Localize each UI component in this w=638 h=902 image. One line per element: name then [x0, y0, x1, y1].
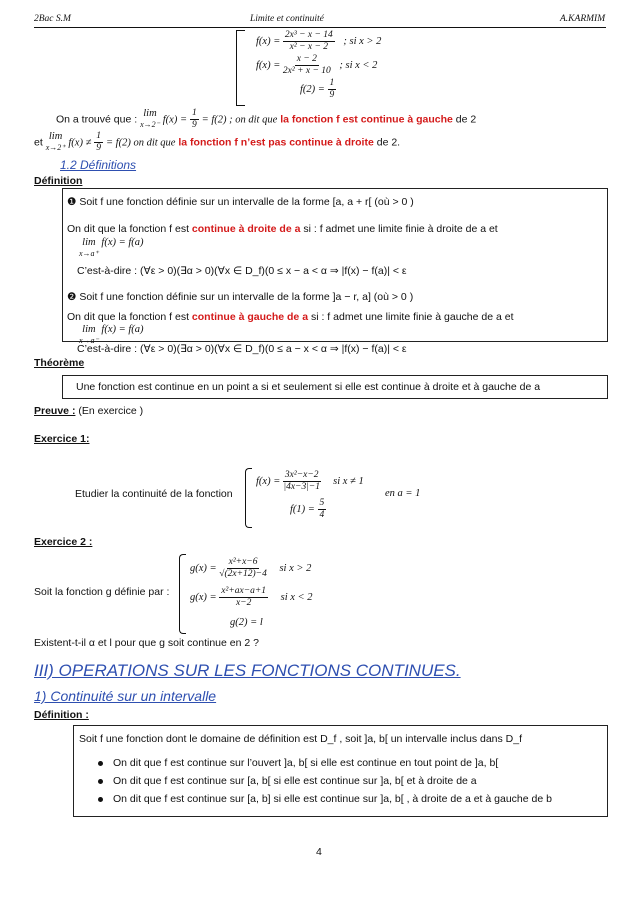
exercise-2-intro: Soit la fonction g définie par : — [34, 586, 170, 598]
def2-item-1: On dit que f est continue sur l’ouvert ]a, b[ si elle est continue en tout point de ]a, b[ — [98, 757, 498, 769]
exercise-2-line-1: g(x) = $\frac{\text{x²+x−6}}{√(2x+12)-4}$ si x > 2 — [190, 557, 312, 579]
def2-intro: Soit f une fonction dont le domaine de définition est D_f , soit ]a, b[ un intervalle inclus dans D_f — [79, 733, 523, 745]
def2-item-2: On dit que f est continue sur [a, b[ si elle est continue sur ]a, b[ et à droite de a — [98, 775, 477, 787]
theorem-text: Une fonction est continue en un point a si et seulement si elle est continue à droite et à gauche de a — [76, 381, 541, 393]
section-1-title: 1) Continuité sur un intervalle — [34, 688, 217, 704]
def-p5: ❷ Soit f une fonction définie sur un intervalle de la forme ]a − r, a] (où > 0 ) — [67, 291, 414, 303]
exercise-2-brace — [179, 554, 186, 634]
piecewise-brace — [236, 30, 245, 106]
page-number: 4 — [316, 846, 322, 858]
def-p2: On dit que la fonction f est continue à droite de a si : f admet une limite finie à droite de a et — [67, 223, 498, 235]
exercise-1-suffix: en a = 1 — [385, 488, 421, 499]
def-p4: C’est-à-dire : (∀ε > 0)(∃α > 0)(∀x ∈ D_f)(0 ≤ x − a < α ⇒ |f(x) − f(a)| < ε — [77, 265, 407, 277]
def-p8: C’est-à-dire : (∀ε > 0)(∃α > 0)(∀x ∈ D_f)(0 ≤ a − x < α ⇒ |f(x) − f(a)| < ε — [77, 343, 407, 355]
header-center: Limite et continuité — [250, 14, 324, 24]
header-rule — [34, 27, 606, 28]
def-p7: lim x→a⁻ f(x) = f(a) — [79, 324, 144, 345]
exercise-1-brace — [245, 468, 252, 528]
exercise-1-line-2: f(1) = $\frac{5}{4}$ — [290, 498, 325, 520]
def2-item-3: On dit que f est continue sur [a, b] si elle est continue sur ]a, b[ , à droite de a et à gauche de b — [98, 793, 552, 805]
definition-2-label: Définition : — [34, 709, 89, 721]
piecewise-line-2: f(x) = $\frac{x - 2}{\text{2x² + x − 10}}$ ; si x < 2 — [256, 54, 378, 76]
preuve-line: Preuve : (En exercice ) — [34, 405, 144, 417]
def-p3: lim x→a⁺ f(x) = f(a) — [79, 237, 144, 258]
header-left: 2Bac S.M — [34, 14, 71, 24]
piecewise-line-3: f(2) = $\frac{1}{9}$ — [300, 78, 335, 100]
exercise-1-intro: Etudier la continuité de la fonction — [75, 488, 233, 500]
def-p6: On dit que la fonction f est continue à gauche de a si : f admet une limite finie à gauche de a et — [67, 311, 514, 323]
piecewise-line-1: f(x) = $\frac{\text{2x³ − x − 14}}{\text{x² − x − 2}}$ ; si x > 2 — [256, 30, 382, 52]
header-right: A.KARMIM — [560, 14, 606, 24]
exercise-2-line-3: g(2) = l — [230, 617, 263, 628]
section-iii-title: III) OPERATIONS SUR LES FONCTIONS CONTINUES. — [34, 661, 461, 680]
definition-label: Définition — [34, 175, 83, 187]
section-1-2-title: 1.2 Définitions — [60, 158, 137, 172]
line-continuity-left: On a trouvé que : lim x→2⁻ f(x) = $\frac{1}{9}$ = f(2) ; on dit que la fonction f est continue à gauche de 2 — [56, 108, 477, 130]
exercise-2-question: Existent-t-il α et l pour que g soit continue en 2 ? — [34, 637, 259, 649]
line-discontinuity-right: et lim x→2⁺ f(x) ≠ $\frac{1}{9}$ = f(2) on dit que la fonction f n’est pas continue à droite de 2. — [34, 131, 401, 153]
def-p1: ❶ Soit f une fonction définie sur un intervalle de la forme [a, a + r[ (où > 0 ) — [67, 196, 414, 208]
exercise-2-line-2: g(x) = $\frac{\text{x²+ax−a+1}}{x-2}$ si x < 2 — [190, 586, 313, 608]
exercise-1-line-1: f(x) = $\frac{\text{3x²−x−2}}{|4x-3|-1}$ si x ≠ 1 — [256, 470, 364, 492]
exercise-1-label: Exercice 1: — [34, 433, 90, 445]
exercise-2-label: Exercice 2 : — [34, 536, 93, 548]
theorem-label: Théorème — [34, 357, 85, 369]
